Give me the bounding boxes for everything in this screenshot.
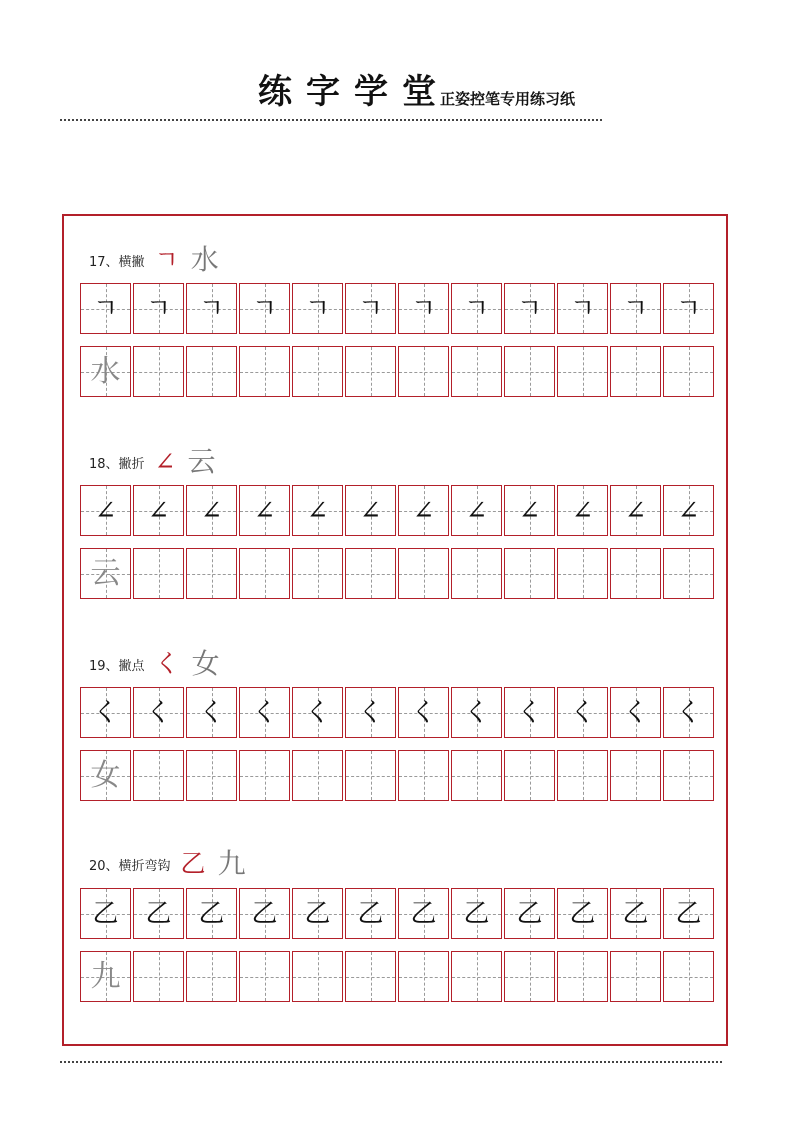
grid-cell (398, 888, 449, 939)
stroke-trace-glyph: 乙 (463, 898, 490, 929)
example-character: 九 (217, 847, 246, 880)
grid-cell (133, 283, 184, 334)
grid-cell (557, 951, 608, 1002)
grid-cell (186, 283, 237, 334)
section-title (89, 240, 219, 280)
grid-cell (398, 346, 449, 397)
example-character: 水 (190, 243, 219, 276)
grid-cell (557, 750, 608, 801)
stroke-trace-glyph: 乙 (569, 898, 596, 929)
stroke-sample: ∠ (154, 447, 176, 476)
stroke-trace-glyph: ㄱ (251, 293, 278, 324)
grid-cell (345, 485, 396, 536)
grid-cell (398, 951, 449, 1002)
stroke-trace-glyph: ㄱ (304, 293, 331, 324)
example-character: 女 (191, 647, 220, 680)
stroke-trace-glyph: 乙 (251, 898, 278, 929)
grid-cell (239, 548, 290, 599)
stroke-trace-glyph: ∠ (624, 495, 647, 526)
stroke-trace-glyph: く (145, 697, 172, 728)
practice-frame (62, 214, 728, 1046)
grid-cell (610, 485, 661, 536)
grid-cell (239, 346, 290, 397)
grid-cell (186, 548, 237, 599)
character-practice-row (80, 346, 714, 397)
example-character: 云 (187, 445, 216, 478)
stroke-sample: 乙 (180, 849, 206, 878)
stroke-trace-glyph: ㄱ (463, 293, 490, 324)
stroke-trace-glyph: 乙 (675, 898, 702, 929)
grid-cell (663, 283, 714, 334)
stroke-name-label: 17、横撇 (89, 254, 145, 270)
stroke-trace-glyph: く (251, 697, 278, 728)
stroke-name-label: 18、撇折 (89, 456, 145, 472)
stroke-sample: ㄱ (154, 245, 179, 274)
stroke-practice-row (80, 283, 714, 334)
stroke-trace-glyph: ㄱ (675, 293, 702, 324)
stroke-trace-glyph: 乙 (198, 898, 225, 929)
grid-cell (239, 283, 290, 334)
stroke-trace-glyph: ∠ (359, 495, 382, 526)
grid-cell (292, 687, 343, 738)
grid-cell (292, 888, 343, 939)
grid-cell (557, 548, 608, 599)
grid-cell (663, 750, 714, 801)
grid-cell (239, 687, 290, 738)
grid-cell (239, 888, 290, 939)
grid-cell (186, 750, 237, 801)
grid-cell (80, 485, 131, 536)
character-trace-glyph: 云 (90, 555, 121, 591)
stroke-trace-glyph: く (463, 697, 490, 728)
grid-cell (80, 750, 131, 801)
grid-cell (451, 687, 502, 738)
stroke-practice-row (80, 888, 714, 939)
stroke-name-label: 19、撇点 (89, 658, 145, 674)
grid-cell (292, 951, 343, 1002)
grid-cell (292, 346, 343, 397)
grid-cell (133, 687, 184, 738)
stroke-trace-glyph: 乙 (622, 898, 649, 929)
grid-cell (504, 888, 555, 939)
grid-cell (557, 283, 608, 334)
grid-cell (557, 687, 608, 738)
stroke-trace-glyph: ∠ (200, 495, 223, 526)
stroke-trace-glyph: ㄱ (622, 293, 649, 324)
section-title (89, 644, 220, 684)
stroke-trace-glyph: ∠ (571, 495, 594, 526)
grid-cell (663, 951, 714, 1002)
grid-cell (504, 750, 555, 801)
stroke-trace-glyph: ∠ (465, 495, 488, 526)
grid-cell (80, 687, 131, 738)
grid-cell (345, 346, 396, 397)
grid-cell (451, 346, 502, 397)
grid-cell (451, 951, 502, 1002)
stroke-trace-glyph: ㄱ (516, 293, 543, 324)
character-trace-glyph: 九 (90, 958, 121, 994)
grid-cell (186, 951, 237, 1002)
stroke-trace-glyph: ㄱ (145, 293, 172, 324)
grid-cell (186, 687, 237, 738)
grid-cell (504, 283, 555, 334)
stroke-trace-glyph: く (675, 697, 702, 728)
grid-cell (557, 346, 608, 397)
stroke-trace-glyph: ㄱ (198, 293, 225, 324)
stroke-trace-glyph: ∠ (677, 495, 700, 526)
grid-cell (133, 750, 184, 801)
grid-cell (80, 888, 131, 939)
grid-cell (345, 888, 396, 939)
stroke-name-label: 20、横折弯钩 (89, 858, 171, 874)
grid-cell (345, 951, 396, 1002)
grid-cell (186, 346, 237, 397)
stroke-trace-glyph: 乙 (357, 898, 384, 929)
stroke-trace-glyph: ㄱ (92, 293, 119, 324)
grid-cell (663, 888, 714, 939)
page-title: 练字学堂 (258, 72, 450, 112)
stroke-trace-glyph: ㄱ (569, 293, 596, 324)
stroke-trace-glyph: 乙 (145, 898, 172, 929)
header-divider (60, 119, 602, 121)
grid-cell (504, 485, 555, 536)
grid-cell (239, 485, 290, 536)
stroke-trace-glyph: く (569, 697, 596, 728)
stroke-trace-glyph: 乙 (516, 898, 543, 929)
stroke-trace-glyph: く (357, 697, 384, 728)
grid-cell (451, 548, 502, 599)
stroke-practice-row (80, 485, 714, 536)
grid-cell (451, 750, 502, 801)
page-subtitle: 正姿控笔专用练习纸 (440, 90, 576, 108)
grid-cell (239, 951, 290, 1002)
stroke-trace-glyph: ∠ (412, 495, 435, 526)
grid-cell (504, 548, 555, 599)
footer-divider (60, 1061, 722, 1063)
grid-cell (451, 888, 502, 939)
stroke-trace-glyph: 乙 (410, 898, 437, 929)
grid-cell (133, 485, 184, 536)
stroke-trace-glyph: く (516, 697, 543, 728)
grid-cell (133, 346, 184, 397)
grid-cell (504, 951, 555, 1002)
stroke-trace-glyph: く (304, 697, 331, 728)
grid-cell (557, 888, 608, 939)
grid-cell (80, 951, 131, 1002)
grid-cell (292, 485, 343, 536)
grid-cell (610, 888, 661, 939)
grid-cell (610, 548, 661, 599)
grid-cell (80, 283, 131, 334)
grid-cell (451, 283, 502, 334)
grid-cell (610, 951, 661, 1002)
grid-cell (663, 485, 714, 536)
grid-cell (610, 346, 661, 397)
grid-cell (292, 750, 343, 801)
stroke-trace-glyph: 乙 (92, 898, 119, 929)
grid-cell (398, 750, 449, 801)
grid-cell (133, 888, 184, 939)
character-practice-row (80, 750, 714, 801)
grid-cell (504, 687, 555, 738)
grid-cell (663, 548, 714, 599)
grid-cell (610, 750, 661, 801)
stroke-trace-glyph: ∠ (94, 495, 117, 526)
character-trace-glyph: 女 (90, 757, 121, 793)
stroke-trace-glyph: ∠ (253, 495, 276, 526)
stroke-trace-glyph: ㄱ (410, 293, 437, 324)
grid-cell (345, 548, 396, 599)
grid-cell (186, 888, 237, 939)
grid-cell (80, 548, 131, 599)
stroke-trace-glyph: く (92, 697, 119, 728)
character-trace-glyph: 水 (90, 353, 121, 389)
grid-cell (292, 283, 343, 334)
grid-cell (610, 687, 661, 738)
character-practice-row (80, 548, 714, 599)
grid-cell (398, 548, 449, 599)
grid-cell (504, 346, 555, 397)
grid-cell (239, 750, 290, 801)
section-title (89, 442, 216, 482)
grid-cell (398, 283, 449, 334)
grid-cell (610, 283, 661, 334)
grid-cell (663, 346, 714, 397)
grid-cell (345, 687, 396, 738)
stroke-trace-glyph: ∠ (306, 495, 329, 526)
stroke-trace-glyph: く (198, 697, 225, 728)
stroke-trace-glyph: く (410, 697, 437, 728)
grid-cell (345, 750, 396, 801)
stroke-trace-glyph: ㄱ (357, 293, 384, 324)
grid-cell (663, 687, 714, 738)
grid-cell (186, 485, 237, 536)
stroke-practice-row (80, 687, 714, 738)
stroke-trace-glyph: 乙 (304, 898, 331, 929)
stroke-trace-glyph: ∠ (147, 495, 170, 526)
stroke-sample: く (154, 649, 180, 678)
stroke-trace-glyph: ∠ (518, 495, 541, 526)
character-practice-row (80, 951, 714, 1002)
grid-cell (292, 548, 343, 599)
grid-cell (80, 346, 131, 397)
grid-cell (398, 485, 449, 536)
section-title (89, 844, 246, 884)
grid-cell (345, 283, 396, 334)
grid-cell (451, 485, 502, 536)
stroke-trace-glyph: く (622, 697, 649, 728)
grid-cell (398, 687, 449, 738)
grid-cell (557, 485, 608, 536)
grid-cell (133, 951, 184, 1002)
grid-cell (133, 548, 184, 599)
